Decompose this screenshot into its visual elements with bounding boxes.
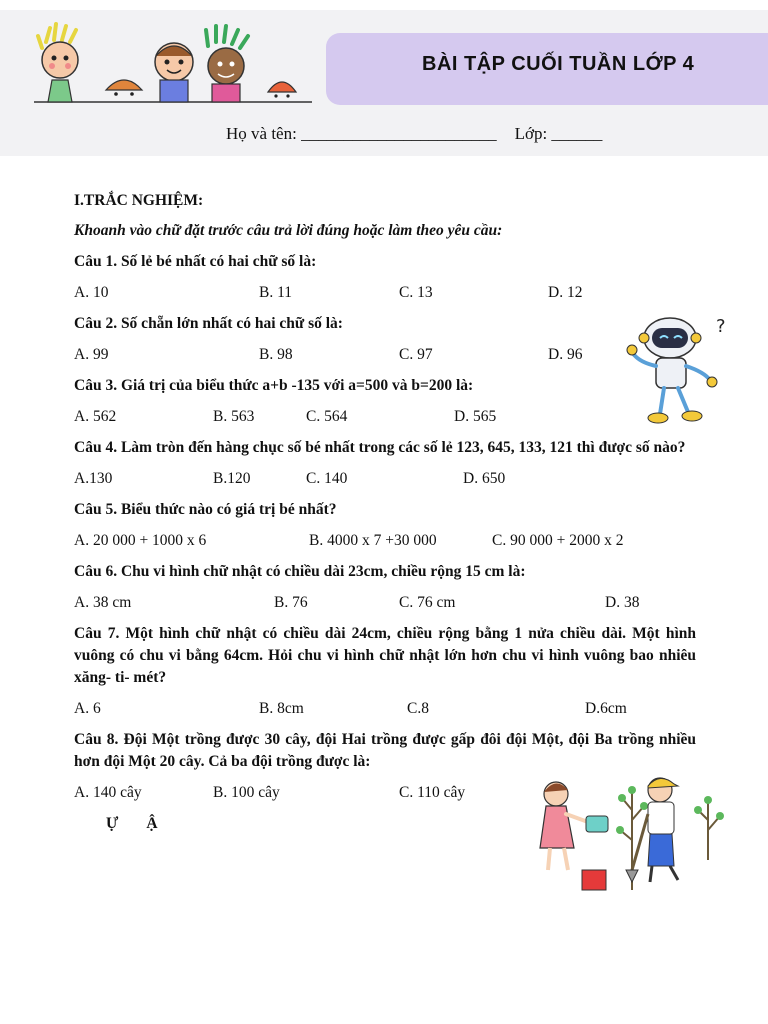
option-b[interactable]: B. 8cm [259,700,304,717]
option-c[interactable]: C. 110 cây [399,784,466,801]
page-title: BÀI TẬP CUỐI TUẦN LỚP 4 [422,53,695,75]
question-3-options [74,406,696,428]
option-d[interactable]: D. 38 [605,594,640,611]
tail-char: Ự [106,815,119,832]
worksheet-content [74,190,696,835]
question-6: Câu 6. Chu vi hình chữ nhật có chiều dài 23cm, chiều rộng 15 cm là: [74,563,526,580]
option-b[interactable]: B. 100 cây [213,784,280,801]
question-1-options [74,282,696,304]
option-b[interactable]: B.120 [213,470,251,487]
option-d[interactable]: D. 96 [548,346,583,363]
option-a[interactable]: A. 140 cây [74,784,142,801]
question-1: Câu 1. Số lẻ bé nhất có hai chữ số là: [74,253,317,270]
question-2-options [74,344,696,366]
option-a[interactable]: A. 99 [74,346,109,363]
svg-text:?: ? [716,316,726,337]
option-b[interactable]: B. 98 [259,346,293,363]
question-8: Câu 8. Đội Một trồng được 30 cây, đội Hai trồng được gấp đôi đội Một, đội Ba trồng nhiều hơn đội Một 20 cây. Cả ba đội trồng được là: [74,731,696,770]
option-a[interactable]: A. 20 000 + 1000 x 6 [74,532,207,549]
option-a[interactable]: A. 6 [74,700,101,717]
question-2: Câu 2. Số chẵn lớn nhất có hai chữ số là: [74,315,343,332]
kids-illustration [28,20,318,110]
question-5-options [74,530,696,552]
option-c[interactable]: C. 140 [306,470,348,487]
option-a[interactable]: A. 38 cm [74,594,132,611]
option-a[interactable]: A.130 [74,470,113,487]
option-d[interactable]: D.6cm [585,700,627,717]
option-b[interactable]: B. 563 [213,408,255,425]
title-banner [326,33,768,105]
option-c[interactable]: C. 564 [306,408,348,425]
option-c[interactable]: C. 13 [399,284,433,301]
option-d[interactable]: D. 565 [454,408,497,425]
name-field-label: Họ và tên: _______________________ [226,124,497,143]
question-3: Câu 3. Giá trị của biểu thức a+b -135 với a=500 và b=200 là: [74,377,474,394]
section-instruction: Khoanh vào chữ đặt trước câu trả lời đúng hoặc làm theo yêu cầu: [74,222,503,239]
option-a[interactable]: A. 10 [74,284,109,301]
question-4: Câu 4. Làm tròn đến hàng chục số bé nhất trong các số lẻ 123, 645, 133, 121 thì được số nào? [74,439,686,456]
tail-char: Ậ [146,815,158,832]
option-c[interactable]: C. 90 000 + 2000 x 2 [492,532,624,549]
option-c[interactable]: C. 76 cm [399,594,456,611]
option-a[interactable]: A. 562 [74,408,117,425]
class-field-label: Lớp: ______ [514,124,603,143]
option-b[interactable]: B. 76 [274,594,308,611]
student-info-line [226,124,602,144]
option-b[interactable]: B. 4000 x 7 +30 000 [309,532,437,549]
question-6-options [74,592,696,614]
tree-planting-illustration [528,770,728,900]
question-5: Câu 5. Biểu thức nào có giá trị bé nhất? [74,501,337,518]
option-d[interactable]: D. 12 [548,284,583,301]
section-title: I.TRẮC NGHIỆM: [74,192,204,209]
option-c[interactable]: C.8 [407,700,429,717]
question-4-options [74,468,696,490]
option-b[interactable]: B. 11 [259,284,293,301]
robot-illustration [624,314,734,428]
option-d[interactable]: D. 650 [463,470,506,487]
option-c[interactable]: C. 97 [399,346,433,363]
question-7: Câu 7. Một hình chữ nhật có chiều dài 24cm, chiều rộng bằng 1 nửa chiều dài. Một hình vuông có chu vi bằng 64cm. Hỏi chu vi hình chữ nhật lớn hơn chu vi hình vuông bao nhiêu xăng- ti- mét? [74,625,696,686]
question-7-options [74,698,696,720]
